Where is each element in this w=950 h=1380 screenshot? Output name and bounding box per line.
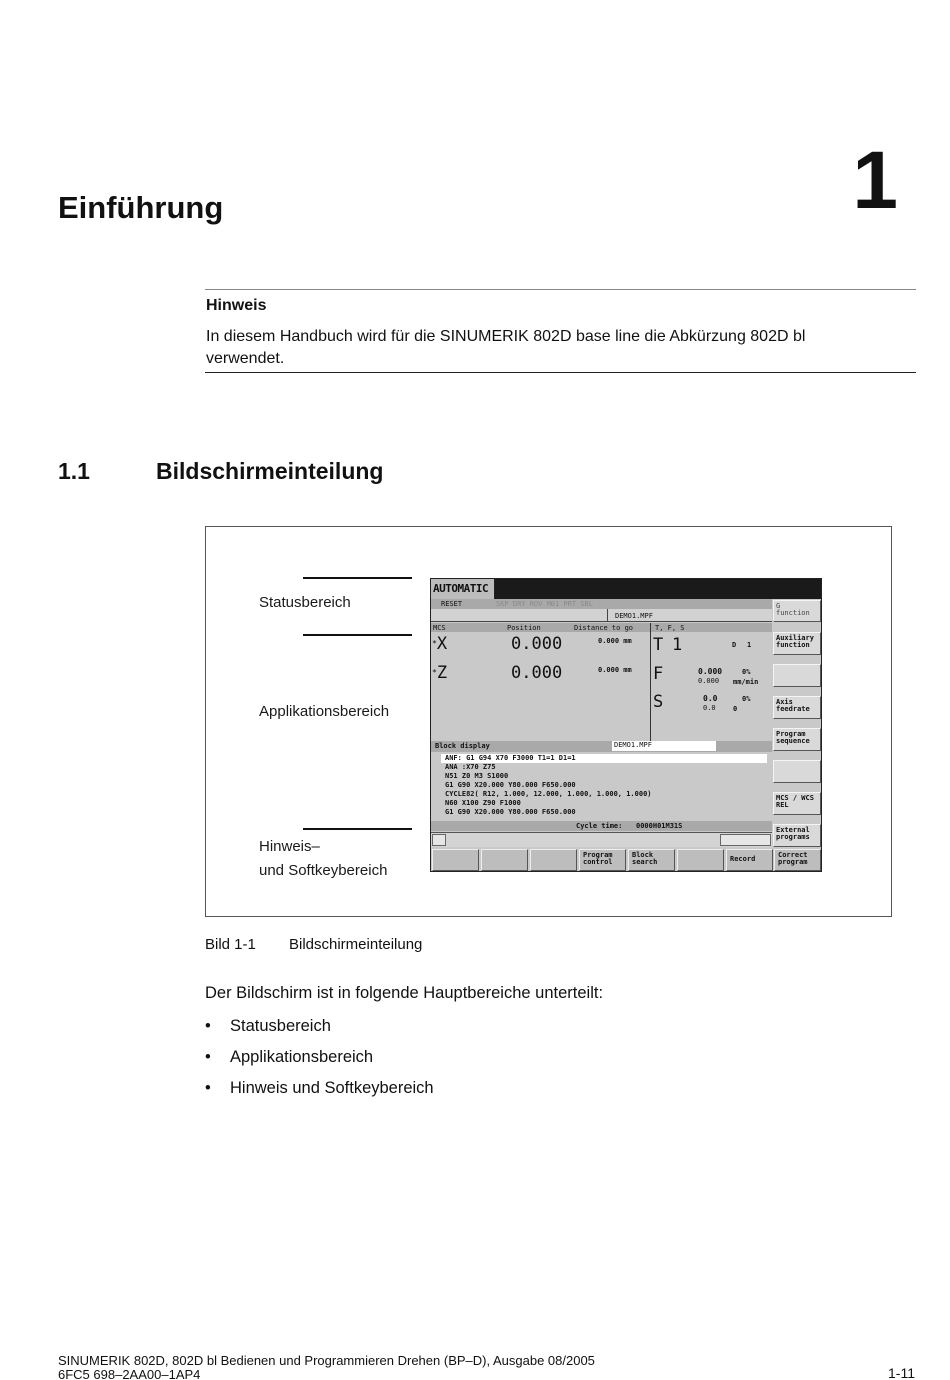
cycle-time-value: 0000H01M31S bbox=[636, 822, 683, 830]
axis-x-label: *X bbox=[432, 634, 448, 654]
status-row-bg bbox=[431, 599, 772, 609]
hsoftkey-6[interactable] bbox=[677, 849, 724, 871]
block-line-7: G1 G90 X20.000 Y80.000 F650.000 bbox=[445, 808, 576, 816]
spindle-extra: 0 bbox=[733, 705, 738, 713]
tool-d-value: 1 bbox=[747, 641, 752, 649]
note-top-rule bbox=[205, 289, 916, 290]
block-line-5: CYCLE82( R12, 1.000, 12.000, 1.000, 1.000, 1.000) bbox=[445, 790, 652, 798]
softkey-mcs-wcs-rel[interactable]: MCS / WCS REL bbox=[773, 792, 821, 815]
bullet-marker: • bbox=[205, 1079, 211, 1097]
block-display-label: Block display bbox=[435, 742, 490, 750]
tool-t-value: 1 bbox=[672, 635, 683, 655]
softkey-marker-line bbox=[303, 828, 412, 830]
hsoftkey-3[interactable] bbox=[530, 849, 577, 871]
page-number: 1-11 bbox=[888, 1365, 915, 1380]
hsoftkey-correct-program[interactable]: Correct program bbox=[774, 849, 821, 871]
reset-label: RESET bbox=[441, 600, 463, 608]
feed-value2: 0.000 bbox=[698, 677, 720, 685]
softkey-program-sequence[interactable]: Program sequence bbox=[773, 728, 821, 751]
axis-z-distance: 0.000 mm bbox=[598, 666, 632, 674]
softkey-axis-feedrate[interactable]: Axis feedrate bbox=[773, 696, 821, 719]
cnc-screen bbox=[430, 578, 822, 872]
axis-z-position: 0.000 bbox=[511, 663, 563, 683]
program-row-divider bbox=[607, 609, 608, 622]
softkey-auxiliary-function[interactable]: Auxiliary function bbox=[773, 632, 821, 655]
label-softkey-line1: Hinweis– bbox=[259, 838, 320, 855]
bullet-item-1: Statusbereich bbox=[230, 1017, 331, 1035]
col-position: Position bbox=[507, 624, 541, 632]
feed-label: F bbox=[653, 664, 664, 684]
softkey-g-function[interactable]: G function bbox=[773, 600, 821, 622]
col-tfs: T, F, S bbox=[655, 624, 685, 632]
block-line-2: ANA :X70 Z75 bbox=[445, 763, 496, 771]
softkey-external-programs[interactable]: External programs bbox=[773, 824, 821, 847]
hsoftkey-1[interactable] bbox=[432, 849, 479, 871]
hsoftkey-2[interactable] bbox=[481, 849, 528, 871]
hsoftkey-program-control[interactable]: Program control bbox=[579, 849, 626, 871]
softkey-empty-2[interactable] bbox=[773, 760, 821, 783]
program-name: DEMO1.MPF bbox=[615, 612, 653, 620]
label-softkey-line2: und Softkeybereich bbox=[259, 862, 388, 879]
axis-z-label: *Z bbox=[432, 663, 448, 683]
block-line-3: N51 Z0 M3 S1000 bbox=[445, 772, 509, 780]
hsoftkey-record[interactable]: Record bbox=[726, 849, 773, 871]
tool-d-label: D bbox=[732, 641, 737, 649]
bullet-item-3: Hinweis und Softkeybereich bbox=[230, 1079, 434, 1097]
footer-title: SINUMERIK 802D, 802D bl Bedienen und Programmieren Drehen (BP–D), Ausgabe 08/2005 bbox=[58, 1353, 595, 1368]
program-row bbox=[431, 609, 772, 622]
chapter-number: 1 bbox=[852, 135, 898, 226]
hsoftkey-block-search[interactable]: Block search bbox=[628, 849, 675, 871]
figure-caption-text: Bildschirmeinteilung bbox=[289, 936, 423, 953]
spindle-value: 0.0 bbox=[703, 694, 718, 703]
footer-order-number: 6FC5 698–2AA00–1AP4 bbox=[58, 1367, 201, 1380]
spindle-label: S bbox=[653, 692, 664, 712]
label-application: Applikationsbereich bbox=[259, 703, 390, 720]
bullet-item-2: Applikationsbereich bbox=[230, 1048, 374, 1066]
note-heading: Hinweis bbox=[206, 297, 267, 314]
note-text: In diesem Handbuch wird für die SINUMERIK 802D base line die Abkürzung 802D bl verwendet. bbox=[206, 328, 806, 367]
message-indicator-right bbox=[720, 834, 771, 846]
status-marker-line bbox=[303, 577, 412, 579]
col-distance: Distance to go bbox=[574, 624, 634, 632]
figure-caption-number: Bild 1-1 bbox=[205, 936, 256, 953]
softkey-empty-1[interactable] bbox=[773, 664, 821, 687]
col-mcs: MCS bbox=[433, 624, 446, 632]
message-indicator-left bbox=[432, 834, 446, 846]
application-marker-line bbox=[303, 634, 412, 636]
spindle-percent: 0% bbox=[742, 695, 751, 703]
section-number: 1.1 bbox=[58, 458, 90, 484]
tfs-divider bbox=[650, 623, 651, 741]
block-line-6: N60 X100 Z90 F1000 bbox=[445, 799, 521, 807]
status-flags: SKP DRY ROV M01 PRT SBL bbox=[496, 600, 593, 608]
spindle-value2: 0.0 bbox=[703, 704, 716, 712]
bullet-marker: • bbox=[205, 1017, 211, 1035]
label-status: Statusbereich bbox=[259, 594, 351, 611]
mode-label: AUTOMATIC bbox=[433, 582, 489, 595]
cycle-time-label: Cycle time: bbox=[576, 822, 623, 830]
section-title: Bildschirmeinteilung bbox=[156, 458, 384, 484]
feed-unit: mm/min bbox=[733, 678, 759, 686]
chapter-title: Einführung bbox=[58, 190, 224, 225]
block-line-4: G1 G90 X20.000 Y80.000 F650.000 bbox=[445, 781, 576, 789]
body-intro: Der Bildschirm ist in folgende Hauptbereiche unterteilt: bbox=[205, 984, 604, 1002]
note-bottom-rule bbox=[205, 372, 916, 373]
block-line-1: ANF: G1 G94 X70 F3000 T1=1 D1=1 bbox=[445, 754, 576, 762]
feed-percent: 0% bbox=[742, 668, 751, 676]
axis-x-distance: 0.000 mm bbox=[598, 637, 632, 645]
feed-value: 0.000 bbox=[698, 667, 723, 676]
tool-t-label: T bbox=[653, 635, 664, 655]
bullet-marker: • bbox=[205, 1048, 211, 1066]
axis-x-position: 0.000 bbox=[511, 634, 563, 654]
block-program: DEMO1.MPF bbox=[612, 741, 716, 751]
